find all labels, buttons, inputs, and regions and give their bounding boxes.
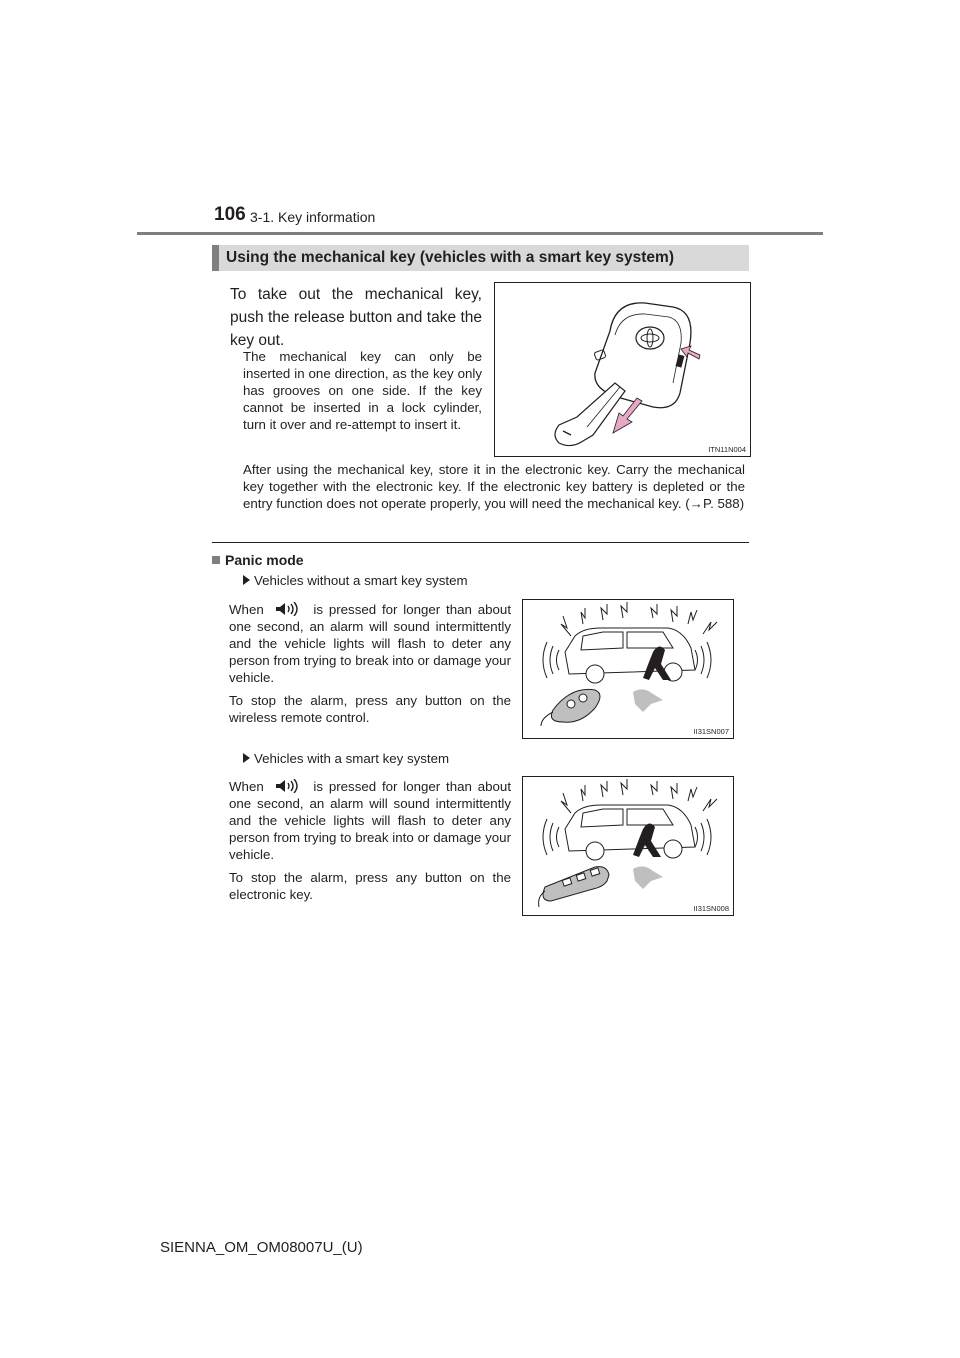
panic-mode-heading [212, 552, 304, 568]
when-text: When [229, 779, 264, 794]
chapter-title: 3-1. Key information [250, 209, 376, 225]
lead-paragraph: To take out the mechanical key, push the release button and take the key out. [230, 286, 482, 349]
section-heading-bar [212, 245, 219, 271]
panic-description: is pressed for longer than about one second, an alarm will sound intermittently and the vehicle lights will flash to deter any person from trying to break into or damage your vehicle. [229, 779, 512, 862]
speaker-panic-icon [270, 779, 308, 793]
stop-alarm-text: To stop the alarm, press any button on the wireless remote control. [229, 693, 511, 725]
bullet-with-smart-key [243, 751, 449, 766]
note-paragraph-1: The mechanical key can only be inserted in one direction, as the key only has grooves on one side. If the key cannot be inserted in a lock cylinder, turn it over and re-attempt to insert it. [243, 349, 482, 432]
figure-code: II31SN008 [693, 904, 729, 913]
mechanical-key-figure [494, 282, 751, 457]
panic-description: is pressed for longer than about one second, an alarm will sound intermittently and the vehicle lights will flash to deter any person from trying to break into or damage your vehicle. [229, 602, 512, 685]
speaker-panic-icon [270, 602, 308, 616]
bullet-label: Vehicles without a smart key system [254, 573, 468, 588]
figure-code: ITN11N004 [708, 445, 746, 454]
square-bullet-icon [212, 556, 220, 564]
stop-alarm-text: To stop the alarm, press any button on the electronic key. [229, 870, 511, 902]
bullet-without-smart-key [243, 573, 468, 588]
panic-text-with [229, 778, 511, 909]
triangle-bullet-icon [243, 753, 250, 763]
triangle-bullet-icon [243, 575, 250, 585]
when-text: When [229, 602, 264, 617]
panic-mode-title: Panic mode [225, 552, 304, 568]
page-number: 106 [214, 204, 246, 225]
divider-line [212, 542, 749, 543]
header-rule [137, 232, 823, 235]
panic-text-without [229, 601, 511, 732]
bullet-label: Vehicles with a smart key system [254, 751, 450, 766]
figure-code: II31SN007 [693, 727, 729, 736]
note-paragraph-2: After using the mechanical key, store it in the electronic key. Carry the mechanical key together with the electronic key. If the electronic key battery is depleted or the entry function does not operate properly, you will need the mechanical key. (→P. 588) [243, 462, 745, 511]
panic-figure-without-smart-key [522, 599, 734, 739]
footer-doc-id: SIENNA_OM_OM08007U_(U) [160, 1239, 363, 1256]
section-heading-text: Using the mechanical key (vehicles with a smart key system) [226, 249, 674, 266]
section-heading [212, 245, 749, 271]
panic-figure-with-smart-key [522, 776, 734, 916]
